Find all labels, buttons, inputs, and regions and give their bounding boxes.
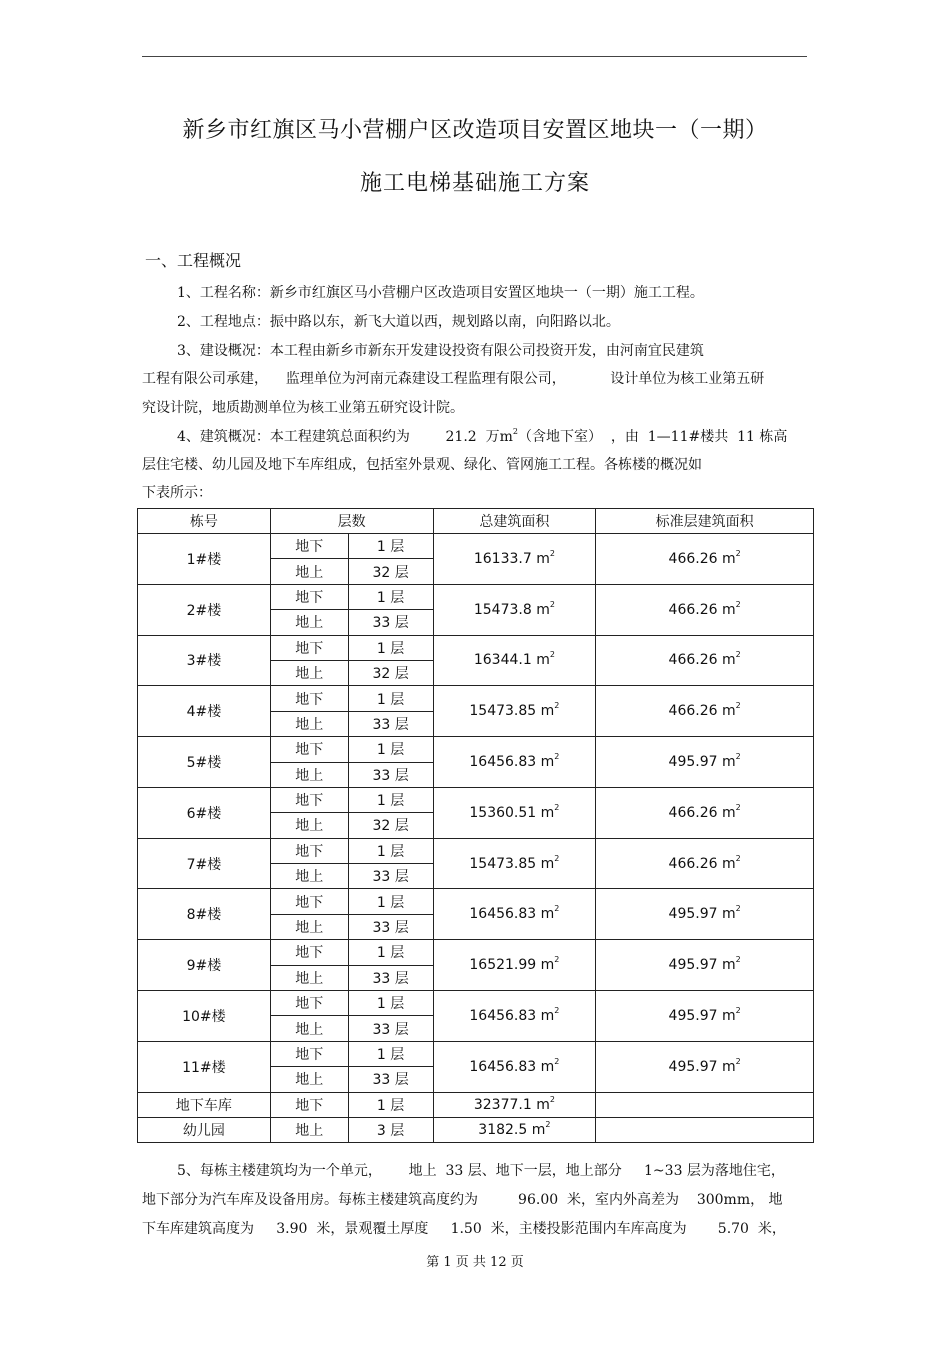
table-row xyxy=(138,686,814,711)
table-row xyxy=(138,737,814,762)
total-area: 16133.7 $m^2$ xyxy=(433,534,596,585)
table-row xyxy=(138,1092,814,1117)
above-ground-floors: 33 层 xyxy=(348,610,433,635)
building-name: 3#楼 xyxy=(138,635,271,686)
paragraph-main-building: 5、每栋主楼建筑均为一个单元， 地上 33 层、地下一层，地上部分 1~33 层为落地住宅， xyxy=(177,1163,785,1179)
above-ground-label: 地上 xyxy=(270,914,348,939)
below-ground-label: 地下 xyxy=(270,737,348,762)
total-area: 16456.83 $m^2$ xyxy=(433,1041,596,1092)
building-name: 5#楼 xyxy=(138,737,271,788)
building-name: 8#楼 xyxy=(138,889,271,940)
above-ground-floors: 33 层 xyxy=(348,914,433,939)
below-ground-floors: 1 层 xyxy=(348,787,433,812)
building-name: 2#楼 xyxy=(138,584,271,635)
above-ground-floors: 32 层 xyxy=(348,660,433,685)
floor-label: 地下 xyxy=(270,1092,348,1117)
above-ground-floors: 33 层 xyxy=(348,1067,433,1092)
total-area: 15473.85 $m^2$ xyxy=(433,686,596,737)
total-area: 32377.1 $m^2$ xyxy=(433,1092,596,1117)
below-ground-label: 地下 xyxy=(270,940,348,965)
below-ground-label: 地下 xyxy=(270,889,348,914)
building-name: 1#楼 xyxy=(138,534,271,585)
above-ground-floors: 33 层 xyxy=(348,762,433,787)
table-row xyxy=(138,1041,814,1066)
below-ground-label: 地下 xyxy=(270,686,348,711)
standard-area: 495.97 $m^2$ xyxy=(596,940,814,991)
paragraph-project-name: 1、工程名称：新乡市红旗区马小营棚户区改造项目安置区地块一（一期）施工工程。 xyxy=(177,285,704,301)
table-row xyxy=(138,534,814,559)
below-ground-label: 地下 xyxy=(270,635,348,660)
above-ground-label: 地上 xyxy=(270,1016,348,1041)
header-rule xyxy=(142,56,807,57)
standard-area-empty xyxy=(596,1092,814,1117)
above-ground-label: 地上 xyxy=(270,660,348,685)
above-ground-label: 地上 xyxy=(270,610,348,635)
below-ground-floors: 1 层 xyxy=(348,635,433,660)
above-ground-label: 地上 xyxy=(270,711,348,736)
page-footer: 第 1 页 共 12 页 xyxy=(426,1255,524,1270)
total-area: 15473.85 $m^2$ xyxy=(433,838,596,889)
table-row xyxy=(138,838,814,863)
standard-area: 466.26 $m^2$ xyxy=(596,534,814,585)
document-title: 新乡市红旗区马小营棚户区改造项目安置区地块一（一期） xyxy=(182,118,768,143)
above-ground-label: 地上 xyxy=(270,813,348,838)
header-total-area: 总建筑面积 xyxy=(433,509,596,534)
standard-area: 466.26 $m^2$ xyxy=(596,635,814,686)
above-ground-floors: 32 层 xyxy=(348,559,433,584)
below-ground-floors: 1 层 xyxy=(348,534,433,559)
table-row xyxy=(138,787,814,812)
below-ground-floors: 1 层 xyxy=(348,584,433,609)
floor-count: 1 层 xyxy=(348,1092,433,1117)
building-table-body xyxy=(138,509,814,1143)
total-area: 15473.8 $m^2$ xyxy=(433,584,596,635)
total-area: 16456.83 $m^2$ xyxy=(433,737,596,788)
table-header-row xyxy=(138,509,814,534)
header-standard-area: 标准层建筑面积 xyxy=(596,509,814,534)
above-ground-floors: 33 层 xyxy=(348,1016,433,1041)
paragraph-construction-overview: 3、建设概况：本工程由新乡市新东开发建设投资有限公司投资开发，由河南宜民建筑 xyxy=(177,343,704,359)
table-row xyxy=(138,889,814,914)
below-ground-floors: 1 层 xyxy=(348,686,433,711)
paragraph-main-building-line3: 下车库建筑高度为 3.90 米，景观覆土厚度 1.50 米，主楼投影范围内车库高度为 5.70 米， xyxy=(142,1221,786,1237)
standard-area: 466.26 $m^2$ xyxy=(596,686,814,737)
building-table xyxy=(137,508,814,1143)
table-row xyxy=(138,584,814,609)
above-ground-label: 地上 xyxy=(270,762,348,787)
building-name: 11#楼 xyxy=(138,1041,271,1092)
above-ground-floors: 33 层 xyxy=(348,864,433,889)
paragraph-building-overview-line3: 下表所示： xyxy=(142,485,212,501)
total-area: 16344.1 $m^2$ xyxy=(433,635,596,686)
paragraph-project-location: 2、工程地点：振中路以东，新飞大道以西，规划路以南，向阳路以北。 xyxy=(177,314,620,330)
total-area: 16521.99 $m^2$ xyxy=(433,940,596,991)
below-ground-label: 地下 xyxy=(270,534,348,559)
below-ground-floors: 1 层 xyxy=(348,737,433,762)
paragraph-building-overview-line2: 层住宅楼、幼儿园及地下车库组成，包括室外景观、绿化、管网施工工程。各栋楼的概况如 xyxy=(142,457,702,473)
total-area: 3182.5 $m^2$ xyxy=(433,1117,596,1142)
below-ground-label: 地下 xyxy=(270,584,348,609)
paragraph-construction-overview-line2: 工程有限公司承建， 监理单位为河南元森建设工程监理有限公司， 设计单位为核工业第五研 xyxy=(142,371,765,387)
below-ground-label: 地下 xyxy=(270,1041,348,1066)
total-area: 16456.83 $m^2$ xyxy=(433,889,596,940)
standard-area: 495.97 $m^2$ xyxy=(596,1041,814,1092)
below-ground-floors: 1 层 xyxy=(348,1041,433,1066)
table-row xyxy=(138,1117,814,1142)
section-heading: 一、工程概况 xyxy=(145,251,242,270)
building-name: 地下车库 xyxy=(138,1092,271,1117)
above-ground-floors: 33 层 xyxy=(348,711,433,736)
above-ground-floors: 33 层 xyxy=(348,965,433,990)
below-ground-label: 地下 xyxy=(270,787,348,812)
paragraph-main-building-line2: 地下部分为汽车库及设备用房。每栋主楼建筑高度约为 96.00 米，室内外高差为 300mm， 地 xyxy=(142,1192,783,1208)
building-name: 4#楼 xyxy=(138,686,271,737)
paragraph-construction-overview-line3: 究设计院，地质勘测单位为核工业第五研究设计院。 xyxy=(142,400,464,416)
standard-area: 495.97 $m^2$ xyxy=(596,889,814,940)
above-ground-label: 地上 xyxy=(270,864,348,889)
building-name: 幼儿园 xyxy=(138,1117,271,1142)
below-ground-floors: 1 层 xyxy=(348,940,433,965)
document-subtitle: 施工电梯基础施工方案 xyxy=(359,171,590,196)
below-ground-floors: 1 层 xyxy=(348,838,433,863)
total-area: 15360.51 $m^2$ xyxy=(433,787,596,838)
below-ground-floors: 1 层 xyxy=(348,991,433,1016)
table-row xyxy=(138,635,814,660)
building-name: 6#楼 xyxy=(138,787,271,838)
building-name: 9#楼 xyxy=(138,940,271,991)
standard-area: 466.26 $m^2$ xyxy=(596,787,814,838)
header-floors: 层数 xyxy=(270,509,433,534)
paragraph-building-overview: 4、建筑概况：本工程建筑总面积约为 21.2 万$m^2$（含地下室） ，由 1—11#楼共 11 栋高 xyxy=(177,427,788,445)
building-name: 10#楼 xyxy=(138,991,271,1042)
total-area: 16456.83 $m^2$ xyxy=(433,991,596,1042)
below-ground-label: 地下 xyxy=(270,991,348,1016)
above-ground-label: 地上 xyxy=(270,965,348,990)
header-building: 栋号 xyxy=(138,509,271,534)
below-ground-label: 地下 xyxy=(270,838,348,863)
above-ground-label: 地上 xyxy=(270,559,348,584)
building-name: 7#楼 xyxy=(138,838,271,889)
floor-count: 3 层 xyxy=(348,1117,433,1142)
standard-area: 466.26 $m^2$ xyxy=(596,584,814,635)
standard-area-empty xyxy=(596,1117,814,1142)
table-row xyxy=(138,940,814,965)
above-ground-label: 地上 xyxy=(270,1067,348,1092)
standard-area: 466.26 $m^2$ xyxy=(596,838,814,889)
below-ground-floors: 1 层 xyxy=(348,889,433,914)
above-ground-floors: 32 层 xyxy=(348,813,433,838)
standard-area: 495.97 $m^2$ xyxy=(596,991,814,1042)
floor-label: 地上 xyxy=(270,1117,348,1142)
standard-area: 495.97 $m^2$ xyxy=(596,737,814,788)
table-row xyxy=(138,991,814,1016)
